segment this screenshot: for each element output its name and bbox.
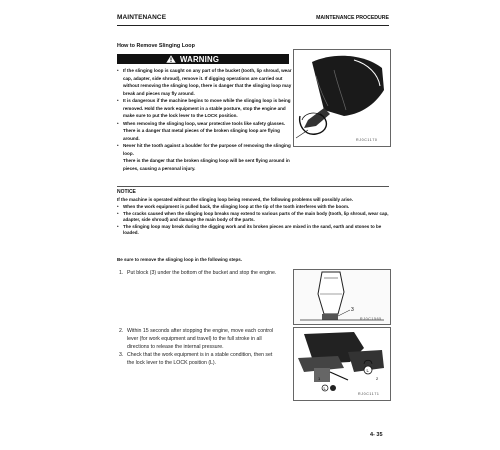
figure-code: RJ0C1171	[358, 392, 380, 396]
lock-lever-illustration	[294, 328, 390, 400]
callout-lock: L	[366, 368, 369, 373]
step-text: Put block (3) under the bottom of the bucket and stop the engine.	[127, 270, 277, 276]
figure-code: RJ0C1565	[360, 317, 382, 321]
notice-divider	[117, 186, 389, 187]
warning-list	[117, 67, 292, 172]
procedure-step-1	[119, 269, 279, 277]
header-subsection: MAINTENANCE PROCEDURE	[316, 15, 389, 21]
warning-item: • When removing the slinging loop, wear protective tools like safety glasses. There is a danger that metal pieces of the broken slinging loop are flying around.	[117, 120, 292, 143]
callout-3: 3	[351, 307, 354, 313]
warning-banner	[117, 54, 289, 64]
notice-item: • The slinging loop may break during the digging work and its broken pieces are mixed in the sand, earth and stones to be loaded.	[117, 224, 389, 237]
callout-L: L	[323, 385, 326, 391]
bucket-tooth-illustration	[294, 50, 390, 146]
notice-intro: If the machine is operated without the slinging loop being removed, the following problems will possibly arise.	[117, 197, 354, 202]
procedure-steps-2-3	[119, 327, 279, 367]
notice-title: NOTICE	[117, 189, 136, 195]
page-number: 4- 35	[370, 432, 383, 438]
notice-item: • The cracks caused when the slinging loop breaks may extend to various parts of the main body (tooth, lip shroud, wear cap, adapter, side shroud) and damage the main body of the parts.	[117, 211, 389, 224]
warning-item: • It is dangerous if the machine begins to move while the slinging loop is being removed. Hold the work equipment in a stable posture, stop the engine and make sure to put the lock lever to the LOCK position.	[117, 97, 292, 120]
step-text: Check that the work equipment is in a stable condition, then set the lock lever to the LOCK position (L).	[127, 352, 273, 366]
step-number: 3.	[119, 352, 124, 358]
section-title: How to Remove Slinging Loop	[117, 43, 195, 49]
warning-item-text: Never hit the tooth against a boulder for the purpose of removing the slinging loop. There is the danger that the broken slinging loop will be sent flying around in pieces, causing a personal injury.	[123, 143, 291, 171]
warning-item	[117, 142, 292, 172]
step-item	[119, 351, 279, 367]
header-section: MAINTENANCE	[117, 14, 167, 21]
notice-item: • When the work equipment is pulled back, the slinging loop at the tip of the tooth interferes with the boom.	[117, 204, 389, 211]
warning-item: • If the slinging loop is caught on any part of the bucket (tooth, lip shroud, wear cap, adapter, side shroud), remove it. If digging operations are carried out without removing the slinging loop, there is danger that the slinging loop may break and pieces may fly around.	[117, 67, 292, 97]
figure-code: RJ0C1170	[356, 138, 378, 142]
warning-triangle-icon	[166, 55, 176, 63]
step-number: 2.	[119, 328, 124, 334]
page-header	[117, 13, 389, 26]
step-item	[119, 327, 279, 351]
figure-bucket-tooth-loop	[293, 49, 391, 147]
notice-list	[117, 204, 389, 237]
figure-lock-lever	[293, 327, 391, 401]
step-item	[119, 269, 279, 277]
step-number: 1.	[119, 270, 124, 276]
bucket-block-illustration	[294, 270, 390, 324]
step-text: Within 15 seconds after stopping the engine, move each control lever (for work equipment and travel) to the full stroke in all directions to release the internal pressure.	[127, 328, 274, 350]
callout-1: 1	[318, 376, 321, 381]
warning-label: WARNING	[180, 54, 220, 64]
notice-steps-line: Be sure to remove the slinging loop in the following steps.	[117, 257, 243, 262]
callout-2: 2	[376, 376, 379, 381]
figure-bucket-on-block	[293, 269, 391, 325]
